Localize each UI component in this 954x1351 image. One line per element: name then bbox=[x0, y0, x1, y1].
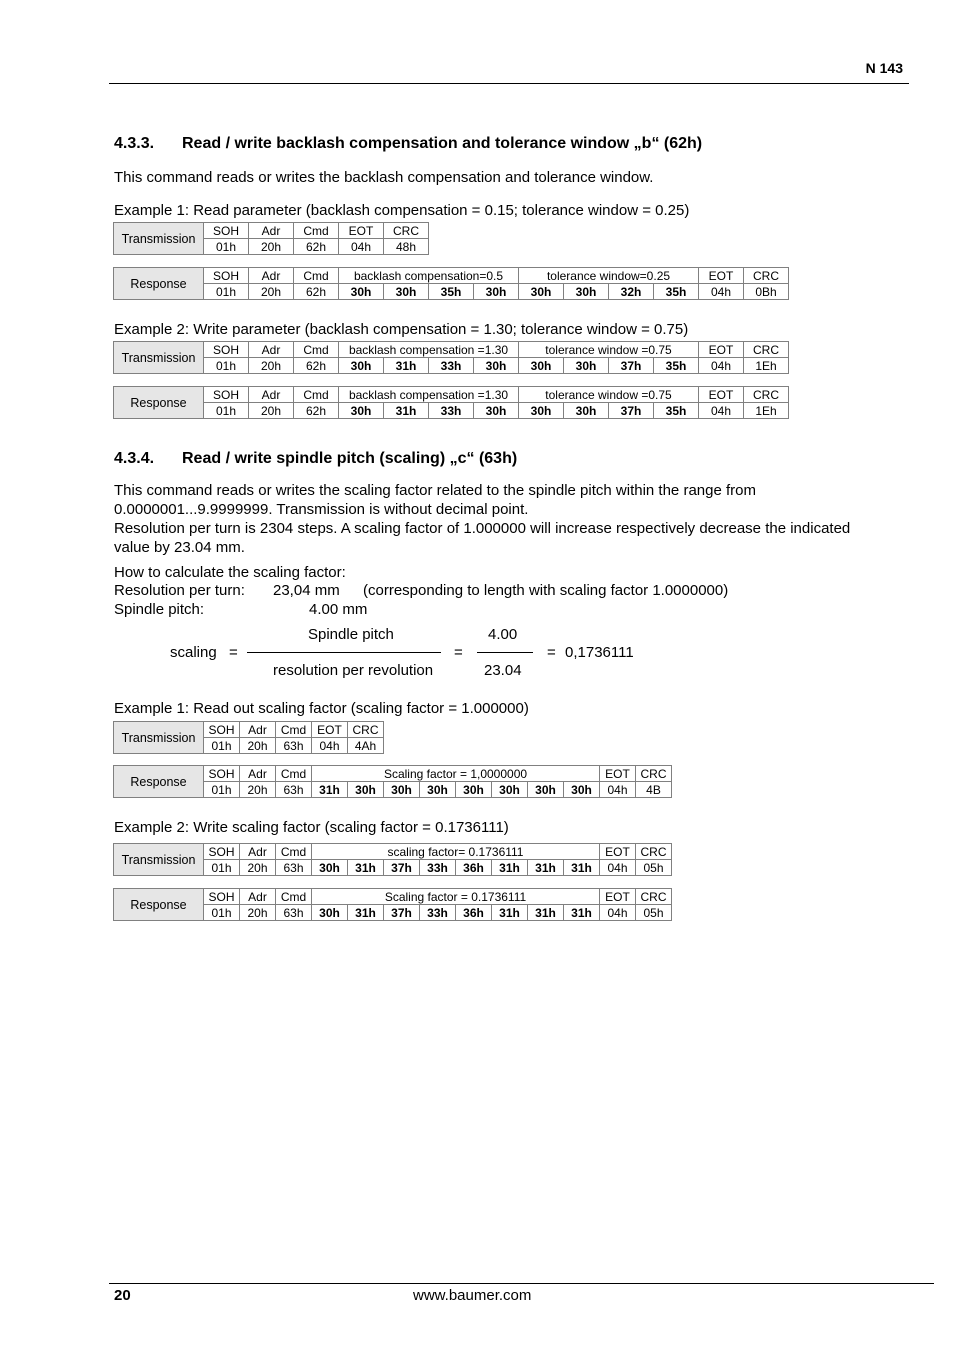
col-scaling-factor: Scaling factor = 0.1736111 bbox=[312, 889, 600, 905]
val-bc: 31h bbox=[384, 358, 429, 374]
val-crc: 0Bh bbox=[744, 284, 789, 300]
val-sf: 36h bbox=[456, 860, 492, 876]
col-tolerance: tolerance window =0.75 bbox=[519, 342, 699, 358]
section-433-intro: This command reads or writes the backlash compensation and tolerance window. bbox=[114, 169, 654, 186]
val-eot: 04h bbox=[600, 782, 636, 798]
col-backlash: backlash compensation=0.5 bbox=[339, 268, 519, 284]
col-tolerance: tolerance window=0.25 bbox=[519, 268, 699, 284]
val-sf: 31h bbox=[312, 782, 348, 798]
val-cmd: 62h bbox=[294, 358, 339, 374]
resolution-label: Resolution per turn: bbox=[114, 582, 245, 599]
col-cmd: Cmd bbox=[294, 268, 339, 284]
val-sf: 36h bbox=[456, 905, 492, 921]
val-sf: 30h bbox=[564, 782, 600, 798]
val-crc: 05h bbox=[636, 905, 672, 921]
val-soh: 01h bbox=[204, 905, 240, 921]
val-sf: 33h bbox=[420, 860, 456, 876]
fraction-bar bbox=[477, 652, 533, 653]
row-label: Response bbox=[114, 387, 204, 419]
val-sf: 37h bbox=[384, 860, 420, 876]
val-sf: 30h bbox=[420, 782, 456, 798]
val-bc: 31h bbox=[384, 403, 429, 419]
formula-equals: = bbox=[547, 644, 556, 661]
val-tw: 30h bbox=[519, 284, 564, 300]
formula-equals: = bbox=[454, 644, 463, 661]
scaling-example-2-caption: Example 2: Write scaling factor (scaling factor = 0.1736111) bbox=[114, 819, 509, 836]
para-line: value by 23.04 mm. bbox=[114, 539, 245, 556]
val-adr: 20h bbox=[240, 905, 276, 921]
transmission-table-scaling-ex1 bbox=[113, 721, 384, 754]
val-sf: 33h bbox=[420, 905, 456, 921]
val-adr: 20h bbox=[240, 860, 276, 876]
section-434-paragraph bbox=[114, 481, 914, 557]
response-table-scaling-ex2 bbox=[113, 888, 672, 921]
col-tolerance: tolerance window =0.75 bbox=[519, 387, 699, 403]
col-scaling-factor: scaling factor= 0.1736111 bbox=[312, 844, 600, 860]
val-cmd: 63h bbox=[276, 738, 312, 754]
row-label: Transmission bbox=[114, 722, 204, 754]
col-eot: EOT bbox=[699, 268, 744, 284]
val-cmd: 63h bbox=[276, 782, 312, 798]
val-sf: 31h bbox=[348, 860, 384, 876]
col-adr: Adr bbox=[240, 844, 276, 860]
val-tw: 30h bbox=[519, 403, 564, 419]
val-eot: 04h bbox=[699, 284, 744, 300]
val-bc: 30h bbox=[384, 284, 429, 300]
col-cmd: Cmd bbox=[276, 889, 312, 905]
val-sf: 31h bbox=[564, 905, 600, 921]
val-bc: 30h bbox=[339, 403, 384, 419]
val-sf: 37h bbox=[384, 905, 420, 921]
footer-rule bbox=[109, 1283, 934, 1284]
col-eot: EOT bbox=[600, 766, 636, 782]
col-crc: CRC bbox=[348, 722, 384, 738]
para-line: 0.0000001...9.9999999. Transmission is without decimal point. bbox=[114, 501, 529, 518]
val-tw: 35h bbox=[654, 358, 699, 374]
val-cmd: 63h bbox=[276, 860, 312, 876]
val-bc: 33h bbox=[429, 358, 474, 374]
col-eot: EOT bbox=[339, 223, 384, 239]
val-sf: 31h bbox=[492, 860, 528, 876]
col-cmd: Cmd bbox=[276, 722, 312, 738]
val-adr: 20h bbox=[240, 782, 276, 798]
col-backlash: backlash compensation =1.30 bbox=[339, 342, 519, 358]
col-crc: CRC bbox=[636, 889, 672, 905]
col-adr: Adr bbox=[249, 342, 294, 358]
val-crc: 4B bbox=[636, 782, 672, 798]
col-cmd: Cmd bbox=[276, 766, 312, 782]
val-bc: 30h bbox=[474, 403, 519, 419]
val-crc: 1Eh bbox=[744, 358, 789, 374]
val-soh: 01h bbox=[204, 738, 240, 754]
val-eot: 04h bbox=[312, 738, 348, 754]
col-adr: Adr bbox=[240, 766, 276, 782]
row-label: Response bbox=[114, 766, 204, 798]
val-soh: 01h bbox=[204, 782, 240, 798]
col-crc: CRC bbox=[636, 844, 672, 860]
val-sf: 31h bbox=[528, 860, 564, 876]
val-sf: 31h bbox=[528, 905, 564, 921]
transmission-table-ex1 bbox=[113, 222, 429, 255]
val-sf: 30h bbox=[348, 782, 384, 798]
val-tw: 37h bbox=[609, 358, 654, 374]
para-line: This command reads or writes the scaling factor related to the spindle pitch within the range from bbox=[114, 482, 756, 499]
col-soh: SOH bbox=[204, 223, 249, 239]
val-crc: 05h bbox=[636, 860, 672, 876]
val-crc: 48h bbox=[384, 239, 429, 255]
fraction-bar bbox=[247, 652, 441, 653]
section-number: 4.3.4. bbox=[114, 450, 155, 467]
formula-denominator: 23.04 bbox=[484, 662, 522, 679]
response-table-ex1 bbox=[113, 267, 789, 300]
col-cmd: Cmd bbox=[294, 342, 339, 358]
val-eot: 04h bbox=[339, 239, 384, 255]
val-bc: 30h bbox=[339, 284, 384, 300]
val-soh: 01h bbox=[204, 403, 249, 419]
val-tw: 35h bbox=[654, 403, 699, 419]
val-tw: 30h bbox=[519, 358, 564, 374]
transmission-table-ex2 bbox=[113, 341, 789, 374]
col-soh: SOH bbox=[204, 722, 240, 738]
val-crc: 1Eh bbox=[744, 403, 789, 419]
val-eot: 04h bbox=[699, 403, 744, 419]
section-title: Read / write backlash compensation and tolerance window „b“ (62h) bbox=[182, 135, 703, 152]
formula-denominator: resolution per revolution bbox=[273, 662, 434, 679]
val-bc: 35h bbox=[429, 284, 474, 300]
col-soh: SOH bbox=[204, 268, 249, 284]
formula-result: 0,1736111 bbox=[565, 644, 634, 661]
val-sf: 31h bbox=[564, 860, 600, 876]
val-cmd: 62h bbox=[294, 239, 339, 255]
how-to-calc: How to calculate the scaling factor: bbox=[114, 564, 346, 581]
page-number: 20 bbox=[114, 1287, 131, 1304]
header-rule bbox=[109, 83, 909, 84]
col-cmd: Cmd bbox=[294, 387, 339, 403]
val-sf: 31h bbox=[348, 905, 384, 921]
formula-lhs: scaling bbox=[170, 644, 217, 661]
col-adr: Adr bbox=[240, 722, 276, 738]
val-tw: 30h bbox=[564, 358, 609, 374]
val-adr: 20h bbox=[249, 284, 294, 300]
section-434-heading bbox=[114, 450, 517, 468]
row-label: Response bbox=[114, 268, 204, 300]
val-adr: 20h bbox=[249, 403, 294, 419]
row-label: Transmission bbox=[114, 223, 204, 255]
col-scaling-factor: Scaling factor = 1,0000000 bbox=[312, 766, 600, 782]
col-eot: EOT bbox=[600, 889, 636, 905]
col-eot: EOT bbox=[600, 844, 636, 860]
resolution-note: (corresponding to length with scaling factor 1.0000000) bbox=[363, 582, 729, 599]
col-crc: CRC bbox=[636, 766, 672, 782]
col-cmd: Cmd bbox=[294, 223, 339, 239]
footer-url: www.baumer.com bbox=[413, 1287, 532, 1304]
transmission-table-scaling-ex2 bbox=[113, 843, 672, 876]
response-table-ex2 bbox=[113, 386, 789, 419]
pitch-value: 4.00 mm bbox=[309, 601, 368, 618]
formula-equals: = bbox=[229, 644, 238, 661]
val-adr: 20h bbox=[249, 358, 294, 374]
val-sf: 30h bbox=[312, 905, 348, 921]
val-soh: 01h bbox=[204, 239, 249, 255]
val-eot: 04h bbox=[600, 860, 636, 876]
resolution-value: 23,04 mm bbox=[273, 582, 340, 599]
val-cmd: 63h bbox=[276, 905, 312, 921]
col-backlash: backlash compensation =1.30 bbox=[339, 387, 519, 403]
val-tw: 30h bbox=[564, 284, 609, 300]
col-adr: Adr bbox=[240, 889, 276, 905]
para-line: Resolution per turn is 2304 steps. A scaling factor of 1.000000 will increase respectively decrease the indicated bbox=[114, 520, 851, 537]
formula-numerator: Spindle pitch bbox=[308, 626, 394, 643]
val-adr: 20h bbox=[249, 239, 294, 255]
col-eot: EOT bbox=[312, 722, 348, 738]
col-soh: SOH bbox=[204, 844, 240, 860]
formula-numerator: 4.00 bbox=[488, 626, 518, 643]
col-soh: SOH bbox=[204, 889, 240, 905]
val-soh: 01h bbox=[204, 358, 249, 374]
col-cmd: Cmd bbox=[276, 844, 312, 860]
val-bc: 33h bbox=[429, 403, 474, 419]
col-eot: EOT bbox=[699, 342, 744, 358]
section-number: 4.3.3. bbox=[114, 135, 155, 152]
val-cmd: 62h bbox=[294, 403, 339, 419]
col-adr: Adr bbox=[249, 268, 294, 284]
val-sf: 30h bbox=[492, 782, 528, 798]
col-crc: CRC bbox=[384, 223, 429, 239]
section-433-heading bbox=[114, 135, 702, 153]
row-label: Transmission bbox=[114, 342, 204, 374]
val-adr: 20h bbox=[240, 738, 276, 754]
col-eot: EOT bbox=[699, 387, 744, 403]
col-soh: SOH bbox=[204, 387, 249, 403]
val-sf: 30h bbox=[384, 782, 420, 798]
val-eot: 04h bbox=[600, 905, 636, 921]
val-eot: 04h bbox=[699, 358, 744, 374]
val-tw: 35h bbox=[654, 284, 699, 300]
col-crc: CRC bbox=[744, 268, 789, 284]
val-tw: 37h bbox=[609, 403, 654, 419]
response-table-scaling-ex1 bbox=[113, 765, 672, 798]
val-bc: 30h bbox=[339, 358, 384, 374]
row-label: Transmission bbox=[114, 844, 204, 876]
val-crc: 4Ah bbox=[348, 738, 384, 754]
col-adr: Adr bbox=[249, 387, 294, 403]
val-bc: 30h bbox=[474, 358, 519, 374]
col-adr: Adr bbox=[249, 223, 294, 239]
section-title: Read / write spindle pitch (scaling) „c“ (63h) bbox=[182, 450, 518, 467]
val-cmd: 62h bbox=[294, 284, 339, 300]
pitch-label: Spindle pitch: bbox=[114, 601, 205, 618]
val-tw: 32h bbox=[609, 284, 654, 300]
val-tw: 30h bbox=[564, 403, 609, 419]
scaling-example-1-caption: Example 1: Read out scaling factor (scaling factor = 1.000000) bbox=[114, 700, 529, 717]
val-soh: 01h bbox=[204, 860, 240, 876]
val-sf: 30h bbox=[528, 782, 564, 798]
val-sf: 31h bbox=[492, 905, 528, 921]
col-crc: CRC bbox=[744, 387, 789, 403]
document-id: N 143 bbox=[865, 60, 903, 76]
col-crc: CRC bbox=[744, 342, 789, 358]
example-1-caption: Example 1: Read parameter (backlash compensation = 0.15; tolerance window = 0.25) bbox=[114, 202, 690, 219]
col-soh: SOH bbox=[204, 342, 249, 358]
row-label: Response bbox=[114, 889, 204, 921]
val-bc: 30h bbox=[474, 284, 519, 300]
val-soh: 01h bbox=[204, 284, 249, 300]
val-sf: 30h bbox=[312, 860, 348, 876]
example-2-caption: Example 2: Write parameter (backlash compensation = 1.30; tolerance window = 0.75) bbox=[114, 321, 689, 338]
col-soh: SOH bbox=[204, 766, 240, 782]
val-sf: 30h bbox=[456, 782, 492, 798]
